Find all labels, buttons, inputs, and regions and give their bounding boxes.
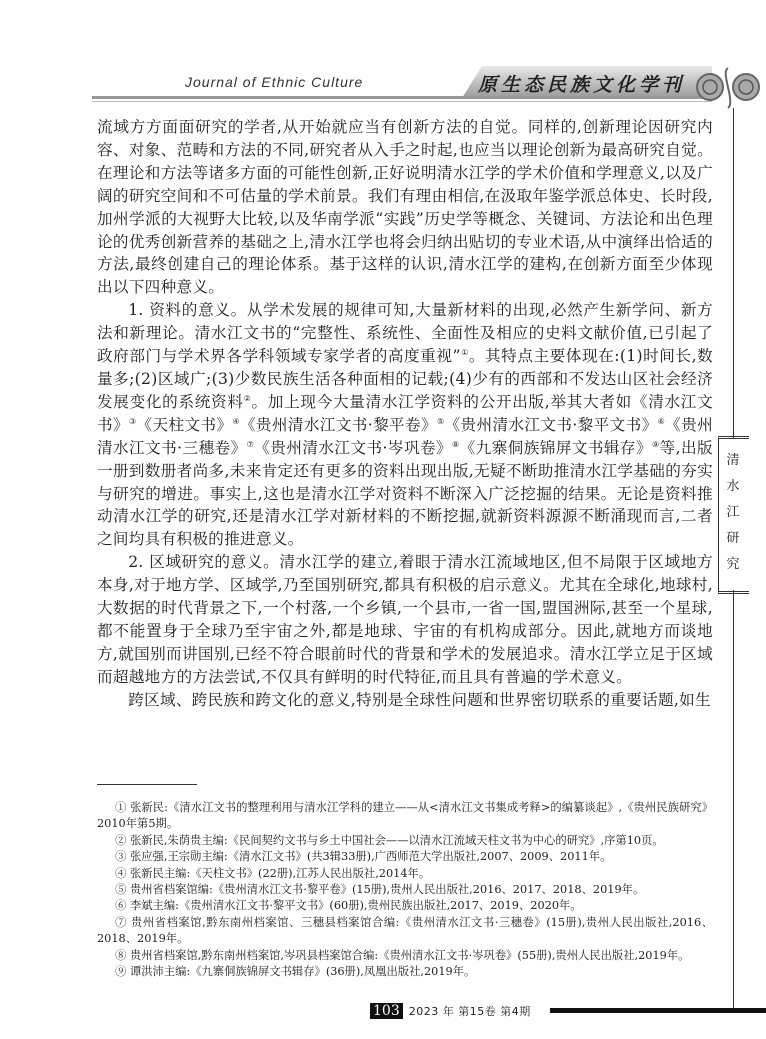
footnote-ref[interactable]: ② — [243, 393, 252, 403]
decorative-spiral-icon — [690, 62, 766, 112]
footnote-ref[interactable]: ⑨ — [652, 439, 660, 449]
text: 1. 资料的意义。从学术发展的规律可知,大量新材料的出现,必然产生新学问、新方法和新理论。清水江文书的“完整性、系统性、全面性及相应的史料文献价值,已引起了政府部门与学术界各学科领域专家学者的高度重视” — [97, 301, 713, 366]
footnote: ⑧ 贵州省档案馆,黔东南州档案馆,岑巩县档案馆合编:《贵州清水江文书·岑巩卷》(55册),贵州人民出版社,2019年。 — [115, 948, 690, 962]
footnote-ref[interactable]: ⑧ — [452, 439, 460, 449]
text: 《贵州清水江文书·黎平卷》 — [239, 415, 437, 434]
footer-bar — [550, 1008, 766, 1013]
header-rule-thin — [92, 101, 712, 102]
footnote: ③ 张应强,王宗勋主编:《清水江文书》(共3辑33册),广西师范大学出版社,2007、2009、2011年。 — [115, 850, 612, 864]
paragraph-cross: 跨区域、跨民族和跨文化的意义,特别是全球性问题和世界密切联系的重要话题,如生 — [128, 690, 711, 709]
footnote: ⑥ 李斌主编:《贵州清水江文书·黎平文书》(60册),贵州民族出版社,2017、2019、2020年。 — [115, 899, 582, 913]
footnote: ⑤ 贵州省档案馆编:《贵州清水江文书·黎平卷》(15册),贵州人民出版社,2016、2017、2018、2019年。 — [115, 883, 645, 897]
footnote-ref[interactable]: ⑦ — [246, 439, 255, 449]
margin-rule — [733, 590, 734, 1010]
issue-info: 2023 年 第15卷 第4期 — [408, 1005, 531, 1018]
footnote-separator — [97, 784, 197, 785]
footnote: ② 张新民,朱荫贵主编:《民间契约文书与乡土中国社会——以清水江流域天柱文书为中心的研究》,序第10页。 — [115, 833, 664, 847]
footnote: ⑨ 谭洪沛主编:《九寨侗族锦屏文书辑存》(36册),凤凰出版社,2019年。 — [115, 965, 476, 979]
footnote-ref[interactable]: ⑥ — [657, 416, 666, 426]
text: 《天柱文书》 — [136, 415, 233, 434]
footnotes — [97, 800, 713, 980]
text: 。加上现今大量清水江学资料的公开出版,举其大者如《清水江文书》 — [97, 392, 713, 434]
text: 《贵州清水江文书·三穗卷》 — [97, 415, 713, 457]
section-label: 清水江研究 — [726, 453, 740, 572]
page-number: 103 — [370, 1003, 403, 1019]
footnote-ref[interactable]: ③ — [128, 416, 137, 426]
footnote: ④ 张新民主编:《天柱文书》(22册),江苏人民出版社,2014年。 — [115, 866, 431, 880]
journal-name-english: Journal of Ethnic Culture — [185, 74, 364, 90]
text: 《九寨侗族锦屏文书辑存》 — [459, 438, 652, 457]
margin-rule — [733, 108, 734, 438]
paragraph-materials — [97, 299, 713, 551]
text: 《贵州清水江文书·黎平文书》 — [444, 415, 658, 434]
footnote-ref[interactable]: ① — [460, 347, 469, 357]
paragraph: 流域方方面面研究的学者,从开始就应当有创新方法的自觉。同样的,创新理论因研究内容、对象、范畴和方法的不同,研究者从入手之时起,也应当以理论创新为最高研究自觉。在理论和方法等诸多方面的可能性创新,正好说明清水江学的学术价值和学理意义,以及广阔的研究空间和不可估量的学术前景。我们有理由相信,在汲取年鉴学派总体史、长时段,加州学派的大视野大比较,以及华南学派“实践”历史学等概念、关键词、方法论和出色理论的优秀创新营养的基础之上,清水江学也将会归纳出贴切的专业术语,从中演绎出恰适的方法,最终创建自己的理论体系。基于这样的认识,清水江学的建构,在创新方面至少体现出以下四种意义。 — [97, 118, 713, 297]
text: 。其特点主要体现在:(1)时间长,数量多;(2)区域广;(3)少数民族生活各种面相的记载;(4)少有的西部和不发达山区社会经济发展变化的系统资料 — [97, 347, 714, 411]
text: 等,出版一册到数册者尚多,未来肯定还有更多的资料出现出版,无疑不断助推清水江学基础的夯实与研究的增进。事实上,这也是清水江学对资料不断深入广泛挖掘的结果。无论是资料推动清水江学的研究,还是清水江学对新材料的不断挖掘,就新资料源源不断涌现而言,二者之间均具有积极的推进意义。 — [97, 438, 713, 549]
footnote: ① 张新民:《清水江文书的整理利用与清水江学科的建立——从<清水江文书集成考释>的编纂谈起》,《贵州民族研究》2010年第5期。 — [97, 801, 713, 831]
text: 《贵州清水江文书·岑巩卷》 — [254, 438, 453, 457]
paragraph-regional: 2. 区域研究的意义。清水江学的建立,着眼于清水江流域地区,但不局限于区域地方本身,对于地方学、区域学,乃至国别研究,都具有积极的启示意义。尤其在全球化,地球村,大数据的时代背景之下,一个村落,一个乡镇,一个县市,一省一国,盟国洲际,甚至一个星球,都不能置身于全球乃至宇宙之外,都是地球、宇宙的有机构成部分。因此,就地方而谈地方,就国别而讲国别,已经不符合眼前时代的背景和学术的发展追求。清水江学立足于区域而超越地方的方法尝试,不仅具有鲜明的时代特征,而且具有普遍的学术意义。 — [97, 553, 713, 686]
footnote-ref[interactable]: ④ — [232, 416, 240, 426]
footnote: ⑦ 贵州省档案馆,黔东南州档案馆、三穗县档案馆合编:《贵州清水江文书·三穗卷》(15册),贵州人民出版社,2016、2018、2019年。 — [97, 915, 713, 946]
page-footer — [370, 1003, 531, 1019]
footnote-ref[interactable]: ⑤ — [436, 416, 445, 426]
header-rule — [92, 96, 712, 99]
body-text — [97, 116, 713, 712]
journal-name-chinese: 原生态民族文化学刊 — [478, 74, 686, 96]
